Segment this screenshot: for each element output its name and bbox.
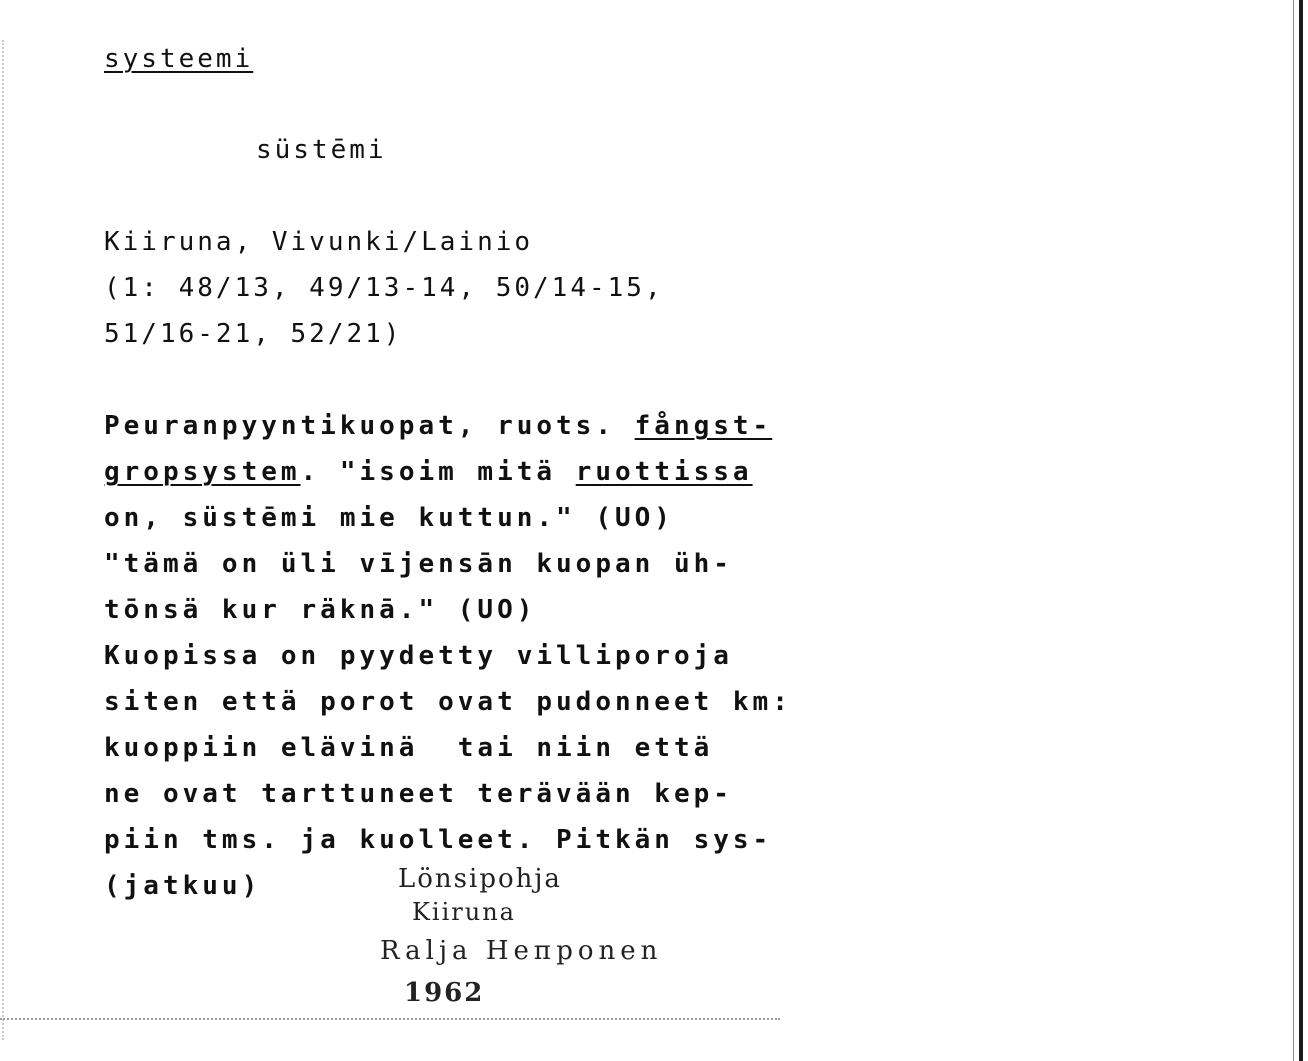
source-line-3: 51/16-21, 52/21) (104, 319, 403, 349)
definition-line-2 (104, 459, 753, 485)
underlined-term: ruottissa (575, 457, 753, 487)
handwritten-town: Kiiruna (412, 898, 516, 926)
scan-edge-left (2, 40, 6, 1040)
definition-line-10: piin tms. ja kuolleet. Pitkän sys- (104, 825, 773, 855)
definition-line-3: on, süstēmi mie kuttun." (UO) (104, 503, 674, 533)
continuation-note: (jatkuu) (104, 871, 262, 901)
source-line-2: (1: 48/13, 49/13-14, 50/14-15, (104, 273, 664, 303)
definition-line-8: kuoppiin elävinä tai niin että (104, 733, 714, 763)
underlined-term: fångst- (634, 411, 773, 441)
definition-text: Peuranpyyntikuopat, ruots. (104, 411, 635, 441)
handwritten-collector: Ralja Heпponen (380, 936, 663, 966)
source-line-1: Kiiruna, Vivunki/Lainio (104, 227, 534, 257)
definition-line-6: Kuopissa on pyydetty villiporoja (104, 641, 733, 671)
scan-edge-right (1299, 0, 1303, 1061)
scan-edge-bottom (0, 1018, 780, 1022)
definition-line-9: ne ovat tarttuneet terävään kep- (104, 779, 733, 809)
scan-edge-right-thin (1293, 0, 1294, 1061)
underlined-term: gropsystem (104, 457, 301, 487)
handwritten-place: Lönsipohja (398, 864, 562, 894)
pronunciation: süstēmi (256, 135, 387, 165)
handwritten-year: 1962 (404, 978, 485, 1008)
definition-line-4: "tämä on üli vījensān kuopan üh- (104, 549, 733, 579)
headword: systeemi (104, 44, 254, 74)
definition-line-1 (104, 413, 772, 439)
definition-line-7: siten että porot ovat pudonneet km: (104, 687, 792, 717)
definition-text: . "isoim mitä (300, 457, 576, 487)
definition-line-5: tōnsä kur räknā." (UO) (104, 595, 537, 625)
